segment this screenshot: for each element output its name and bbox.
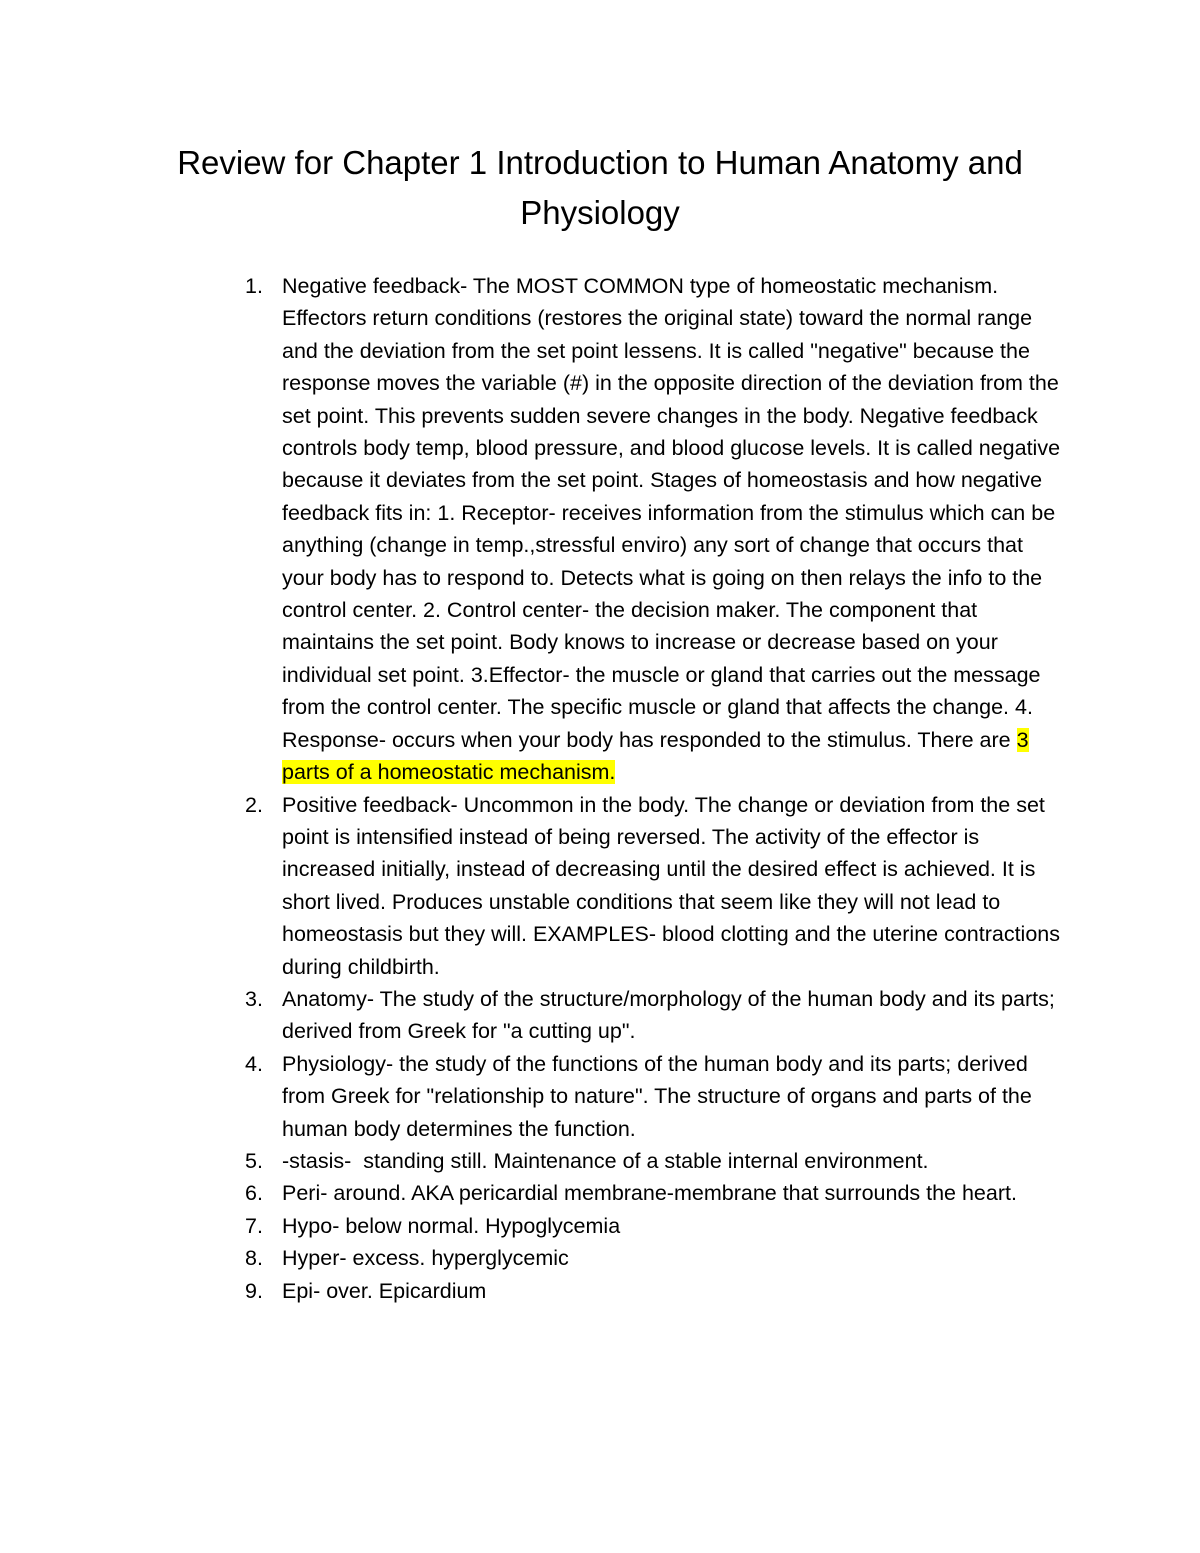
highlighted-text: 3 parts of a homeostatic mechanism.	[282, 727, 1029, 785]
list-item-text: Negative feedback- The MOST COMMON type of homeostatic mechanism. Effectors return conditions (restores the original state) toward the normal range and the deviation from the set point lessens. It is called "negative" because the response moves the variable (#) in the opposite direction of the deviation from the set point. This prevents sudden severe changes in the body. Negative feedback controls body temp, blood pressure, and blood glucose levels. It is called negative because it deviates from the set point. Stages of homeostasis and how negative feedback fits in: 1. Receptor- receives information from the stimulus which can be anything (change in temp.,stressful enviro) any sort of change that occurs that your body has to respond to. Detects what is going on then relays the info to the control center. 2. Control center- the decision maker. The component that maintains the set point. Body knows to increase or decrease based on your individual set point. 3.Effector- the muscle or gland that carries out the message from the control center. The specific muscle or gland that affects the change. 4. Response- occurs when your body has responded to the stimulus. There are	[282, 274, 1061, 752]
list-item	[240, 270, 1070, 789]
list-item-text: Positive feedback- Uncommon in the body. The change or deviation from the set point is intensified instead of being reversed. The activity of the effector is increased initially, instead of decreasing until the desired effect is achieved. It is short lived. Produces unstable conditions that seem like they will not lead to homeostasis but they will. EXAMPLES- blood clotting and the uterine contractions during childbirth.	[282, 792, 1060, 979]
list-item-text: Anatomy- The study of the structure/morphology of the human body and its parts; derived from Greek for "a cutting up".	[282, 986, 1055, 1044]
list-item-text: Physiology- the study of the functions of the human body and its parts; derived from Greek for "relationship to nature". The structure of organs and parts of the human body determines the function.	[282, 1051, 1032, 1141]
list-item	[240, 1210, 1070, 1242]
list-item-text: Peri- around. AKA pericardial membrane-membrane that surrounds the heart.	[282, 1181, 1017, 1206]
list-item	[240, 789, 1070, 983]
list-item	[240, 1177, 1070, 1209]
list-item-number: 1.	[245, 274, 263, 298]
list-item-number: 4.	[245, 1051, 263, 1076]
list-item-number: 6.	[245, 1181, 263, 1206]
review-list	[240, 270, 1070, 1307]
list-item-text: -stasis- standing still. Maintenance of a stable internal environment.	[282, 1148, 929, 1173]
list-item-number: 3.	[245, 986, 263, 1011]
list-item-text: Hypo- below normal. Hypoglycemia	[282, 1213, 621, 1238]
list-item	[240, 1275, 1070, 1307]
list-item	[240, 983, 1070, 1048]
list-item-number: 9.	[245, 1278, 263, 1303]
list-item	[240, 1242, 1070, 1274]
list-item-text: Hyper- excess. hyperglycemic	[282, 1246, 569, 1271]
list-item	[240, 1145, 1070, 1177]
list-item-text: Epi- over. Epicardium	[282, 1278, 487, 1303]
list-item-number: 7.	[245, 1213, 263, 1238]
list-item-number: 8.	[245, 1246, 263, 1271]
list-item-number: 2.	[245, 792, 263, 817]
list-item-number: 5.	[245, 1148, 263, 1173]
list-item	[240, 1048, 1070, 1145]
document-title: Review for Chapter 1 Introduction to Human Anatomy and Physiology	[177, 144, 1023, 231]
